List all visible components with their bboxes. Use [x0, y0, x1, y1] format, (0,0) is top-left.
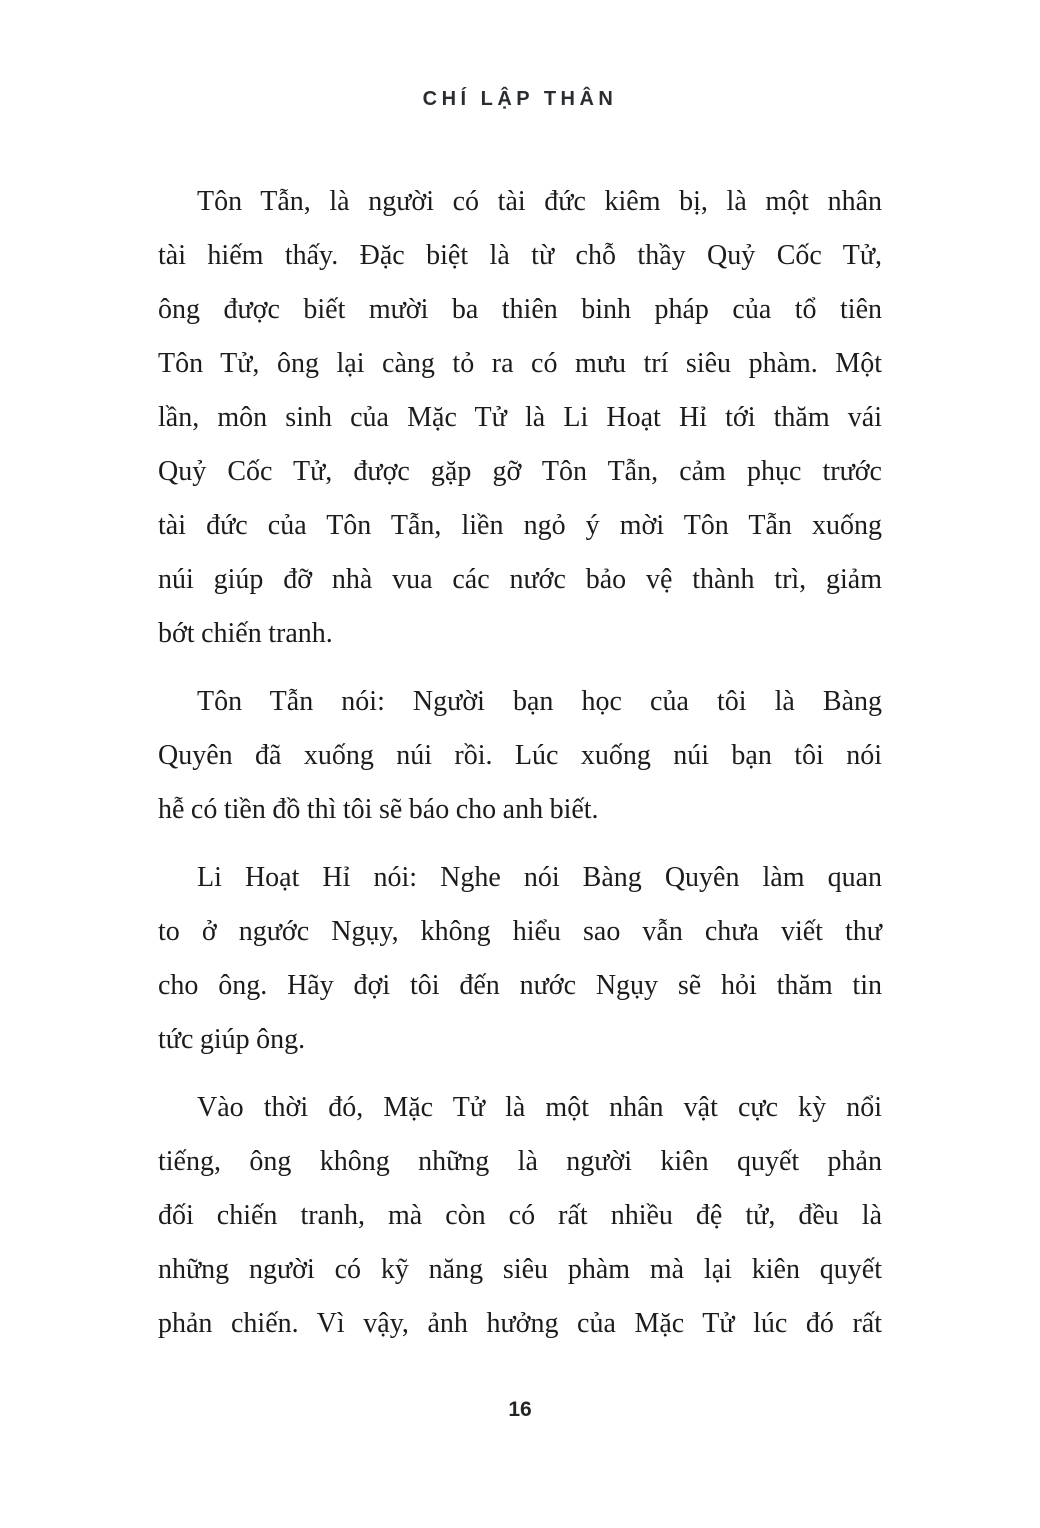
paragraph: [158, 851, 882, 1067]
text-line: Vào thời đó, Mặc Tử là một nhân vật cực kỳ nổi: [197, 1092, 882, 1123]
text-line: cho ông. Hãy đợi tôi đến nước Ngụy sẽ hỏi thăm tin: [158, 970, 882, 1001]
page-number: 16: [508, 1398, 532, 1421]
text-line: Tôn Tẫn nói: Người bạn học của tôi là Bàng: [197, 686, 882, 717]
text-line: đối chiến tranh, mà còn có rất nhiều đệ tử, đều là: [158, 1200, 882, 1231]
text-line: bớt chiến tranh.: [158, 618, 333, 649]
text-line: Quỷ Cốc Tử, được gặp gỡ Tôn Tẫn, cảm phục trước: [158, 456, 882, 487]
text-line: Tôn Tẫn, là người có tài đức kiêm bị, là một nhân: [197, 186, 882, 217]
paragraph: [158, 675, 882, 837]
text-line: to ở ngước Ngụy, không hiểu sao vẫn chưa viết thư: [158, 916, 882, 947]
paragraph: [158, 175, 882, 661]
text-line: Li Hoạt Hỉ nói: Nghe nói Bàng Quyên làm quan: [197, 862, 882, 893]
text-line: núi giúp đỡ nhà vua các nước bảo vệ thành trì, giảm: [158, 564, 882, 595]
text-line: tài đức của Tôn Tẫn, liền ngỏ ý mời Tôn Tẫn xuống: [158, 510, 882, 541]
text-line: tài hiếm thấy. Đặc biệt là từ chỗ thầy Quỷ Cốc Tử,: [158, 240, 882, 271]
body-text: [158, 175, 882, 1351]
running-header-title: CHÍ LẬP THÂN: [422, 88, 618, 110]
text-line: tiếng, ông không những là người kiên quyết phản: [158, 1146, 882, 1177]
text-line: những người có kỹ năng siêu phàm mà lại kiên quyết: [158, 1254, 882, 1285]
text-line: hễ có tiền đồ thì tôi sẽ báo cho anh biết.: [158, 794, 599, 825]
text-line: Tôn Tử, ông lại càng tỏ ra có mưu trí siêu phàm. Một: [158, 348, 882, 379]
text-line: Quyên đã xuống núi rồi. Lúc xuống núi bạn tôi nói: [158, 740, 882, 771]
text-line: tức giúp ông.: [158, 1024, 306, 1055]
text-line: ông được biết mười ba thiên binh pháp của tổ tiên: [158, 294, 882, 325]
text-line: lần, môn sinh của Mặc Tử là Li Hoạt Hỉ tới thăm vái: [158, 402, 882, 433]
text-line: phản chiến. Vì vậy, ảnh hưởng của Mặc Tử lúc đó rất: [158, 1308, 882, 1339]
paragraph: [158, 1081, 882, 1351]
